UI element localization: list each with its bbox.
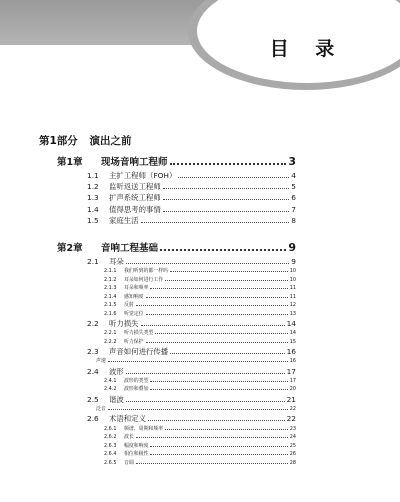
subsection-number: 2.1.6 bbox=[104, 310, 117, 317]
subsection-page: 16 bbox=[289, 358, 296, 365]
section-number: 2.6 bbox=[87, 414, 99, 424]
subsection-number: 2.4.2 bbox=[104, 386, 117, 393]
subsection-page: 22 bbox=[289, 406, 296, 413]
section-title: 术语和定义 bbox=[109, 414, 146, 424]
section-entry[interactable] bbox=[87, 256, 296, 267]
subsection-title: 波形的类型 bbox=[124, 378, 149, 384]
subsection-title: 反射 bbox=[124, 302, 134, 309]
dot-leader bbox=[163, 204, 290, 211]
section-number: 1.5 bbox=[87, 215, 99, 225]
section-number: 1.3 bbox=[87, 193, 99, 203]
section-page: 16 bbox=[286, 347, 296, 356]
section-number: 2.1 bbox=[87, 257, 99, 266]
dot-leader bbox=[126, 257, 290, 264]
dot-leader bbox=[150, 450, 287, 455]
section-page: 7 bbox=[291, 204, 296, 214]
dot-leader bbox=[178, 171, 289, 178]
dot-leader bbox=[170, 155, 287, 165]
dot-leader bbox=[170, 347, 284, 354]
subsection-title: 我们听到的都一样吗 bbox=[124, 268, 169, 275]
chapter-page: 9 bbox=[288, 241, 296, 254]
subsection-title: 波形和叠加 bbox=[124, 386, 149, 393]
section-title: 家庭生活 bbox=[109, 215, 139, 225]
subsection-title: 声速 bbox=[96, 358, 106, 365]
section-number: 1.2 bbox=[87, 182, 99, 192]
section-page: 17 bbox=[286, 366, 296, 376]
dot-leader bbox=[150, 442, 287, 447]
section-page: 4 bbox=[291, 171, 296, 180]
section-page: 14 bbox=[286, 318, 296, 328]
section-page: 6 bbox=[291, 193, 296, 203]
section-title: 扩声系统工程师 bbox=[109, 193, 161, 203]
section-title: 声音如何进行传播 bbox=[109, 347, 169, 356]
subsection-page: 24 bbox=[289, 434, 296, 441]
chapter-page: 3 bbox=[288, 155, 296, 168]
section-title: 耳朵 bbox=[109, 257, 124, 266]
subsection-title: 频谱、周期和频率 bbox=[124, 425, 164, 432]
subsection-number: 2.1.3 bbox=[104, 285, 117, 292]
subsection-page: 14 bbox=[289, 330, 296, 337]
dot-leader bbox=[150, 385, 287, 390]
dot-leader bbox=[146, 293, 288, 298]
subsection-page: 13 bbox=[289, 310, 296, 317]
section-entry[interactable] bbox=[87, 215, 296, 226]
subsection-page: 10 bbox=[289, 276, 296, 283]
section-entry[interactable] bbox=[87, 413, 296, 424]
subsection-page: 11 bbox=[289, 285, 296, 292]
dot-leader bbox=[150, 284, 287, 289]
section-entry[interactable] bbox=[87, 192, 296, 203]
subsection-title: 波长 bbox=[124, 434, 134, 441]
dot-leader bbox=[136, 301, 288, 306]
section-number: 1.1 bbox=[87, 171, 99, 180]
dot-leader bbox=[108, 357, 288, 362]
subsection-page: 17 bbox=[289, 378, 296, 384]
dot-leader bbox=[155, 329, 287, 334]
subsection-title: 听力损失类型 bbox=[124, 330, 154, 337]
dot-leader bbox=[163, 182, 290, 189]
chapter-entry[interactable] bbox=[57, 240, 296, 254]
dot-leader bbox=[136, 458, 288, 463]
dot-leader bbox=[150, 377, 287, 382]
subsection-title: 听觉定位 bbox=[124, 310, 144, 317]
dot-leader bbox=[146, 309, 288, 314]
dot-leader bbox=[141, 319, 285, 326]
section-entry[interactable] bbox=[87, 346, 296, 357]
subsection-page: 20 bbox=[289, 386, 296, 393]
section-page: 22 bbox=[286, 414, 296, 424]
section-page: 21 bbox=[286, 394, 296, 404]
section-title: 谐波 bbox=[109, 394, 124, 404]
subsection-number: 2.6.4 bbox=[104, 451, 117, 458]
subsection-page: 15 bbox=[289, 338, 296, 345]
section-title: 监听返送工程师 bbox=[109, 182, 161, 192]
subsection-number: 2.1.2 bbox=[104, 276, 117, 283]
subsection-title: 听力保护 bbox=[124, 338, 144, 345]
chapter-entry[interactable] bbox=[57, 154, 296, 168]
subsection-page: 25 bbox=[289, 442, 296, 449]
dot-leader bbox=[126, 366, 285, 373]
subsection-number: 2.6.3 bbox=[104, 442, 117, 449]
section-number: 2.5 bbox=[87, 394, 99, 404]
subsection-number: 2.1.5 bbox=[104, 302, 117, 309]
subsection-number: 2.1.4 bbox=[104, 293, 117, 300]
subsection-number: 2.4.1 bbox=[104, 378, 117, 384]
subsection-title: 幅度和响度 bbox=[124, 442, 149, 449]
part-heading bbox=[39, 133, 139, 148]
part-title: 演出之前 bbox=[89, 135, 132, 147]
dot-leader bbox=[163, 193, 290, 200]
section-title: 听力损失 bbox=[109, 318, 139, 328]
subsection-page: 23 bbox=[289, 425, 296, 432]
dot-leader bbox=[148, 414, 285, 421]
section-entry[interactable] bbox=[87, 170, 296, 181]
dot-leader bbox=[108, 405, 288, 410]
section-title: 值得思考的事情 bbox=[109, 204, 161, 214]
chapter-title: 现场音响工程师 bbox=[101, 157, 168, 168]
section-title: 主扩工程师（FOH） bbox=[109, 171, 177, 180]
section-entry[interactable] bbox=[87, 366, 296, 377]
subsection-number: 2.1.1 bbox=[104, 268, 117, 275]
part-number: 第1部分 bbox=[39, 135, 78, 147]
page-title: 目 录 bbox=[269, 38, 345, 60]
section-number: 2.3 bbox=[87, 347, 99, 356]
subsection-page: 28 bbox=[289, 459, 296, 466]
section-entry[interactable] bbox=[87, 318, 296, 329]
chapter-title: 音响工程基础 bbox=[101, 243, 159, 254]
subsection-title: 耳朵和频率 bbox=[124, 285, 149, 292]
subsection-number: 2.6.5 bbox=[104, 459, 117, 466]
dot-leader bbox=[136, 433, 288, 438]
section-entry[interactable] bbox=[87, 394, 296, 405]
section-page: 9 bbox=[291, 257, 296, 266]
dot-leader bbox=[165, 425, 288, 430]
subsection-title: 音调 bbox=[124, 459, 134, 466]
section-entry[interactable] bbox=[87, 204, 296, 215]
subsection-number: 2.6.2 bbox=[104, 434, 117, 441]
subsection-title: 感知响度 bbox=[124, 293, 144, 300]
subsection-number: 2.6.1 bbox=[104, 425, 117, 432]
dot-leader bbox=[141, 216, 290, 223]
subsection-number: 2.2.2 bbox=[104, 338, 117, 345]
section-number: 2.2 bbox=[87, 318, 99, 328]
dot-leader bbox=[126, 394, 285, 401]
dot-leader bbox=[170, 267, 288, 272]
subsection-entry[interactable] bbox=[104, 458, 296, 469]
subsection-page: 12 bbox=[289, 302, 296, 309]
dot-leader bbox=[146, 338, 288, 343]
section-number: 2.4 bbox=[87, 366, 99, 376]
section-page: 5 bbox=[291, 182, 296, 192]
section-entry[interactable] bbox=[87, 181, 296, 192]
subsection-page: 10 bbox=[289, 268, 296, 275]
dot-leader bbox=[160, 241, 286, 251]
dot-leader bbox=[165, 276, 288, 281]
subsection-page: 26 bbox=[289, 451, 296, 458]
section-title: 波形 bbox=[109, 366, 124, 376]
section-number: 1.4 bbox=[87, 204, 99, 214]
subsection-title: 泛音 bbox=[96, 406, 106, 413]
subsection-number: 2.2.1 bbox=[104, 330, 117, 337]
subsection-title: 相位和极性 bbox=[124, 451, 149, 458]
chapter-number: 第2章 bbox=[57, 243, 83, 254]
subsection-title: 耳朵如何进行工作 bbox=[124, 276, 164, 283]
section-page: 8 bbox=[291, 215, 296, 225]
chapter-number: 第1章 bbox=[57, 157, 83, 168]
subsection-page: 11 bbox=[289, 293, 296, 300]
